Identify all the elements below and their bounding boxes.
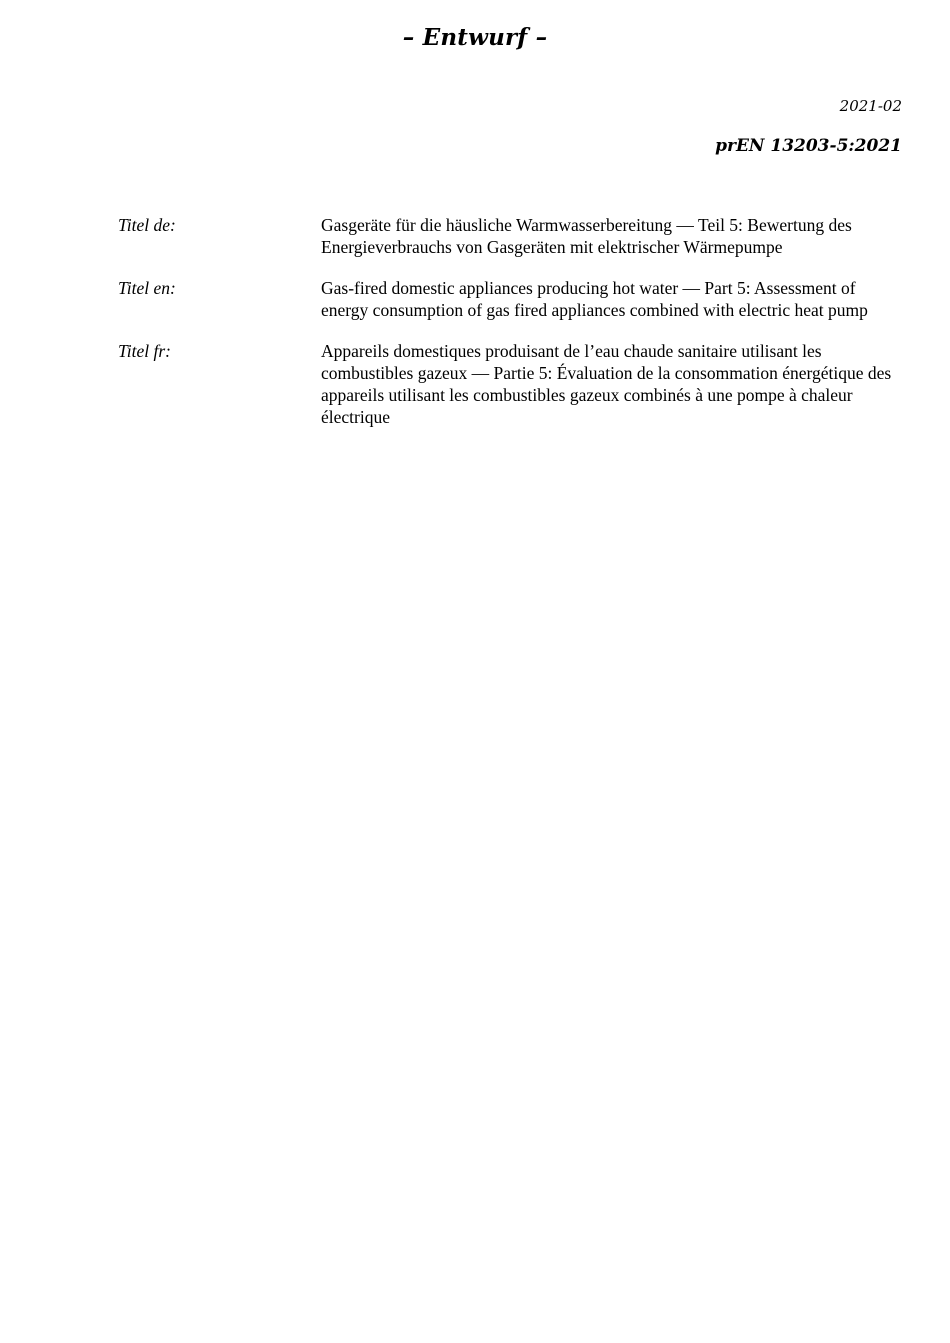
title-label-en: Titel en: bbox=[118, 278, 176, 298]
title-label-de: Titel de: bbox=[118, 215, 176, 235]
draft-mark: – Entwurf – bbox=[402, 24, 548, 51]
title-text-en: Gas-fired domestic appliances producing hot water — Part 5: Assessment of energy consumption of gas fired appliances combined with electric heat pump bbox=[321, 278, 868, 320]
title-text-de: Gasgeräte für die häusliche Warmwasserbereitung — Teil 5: Bewertung des Energieverbrauchs von Gasgeräten mit elektrischer Wärmepumpe bbox=[321, 215, 852, 257]
titles-section bbox=[118, 214, 904, 447]
document-number: prEN 13203-5:2021 bbox=[715, 136, 902, 156]
title-row-de bbox=[118, 214, 904, 258]
document-date: 2021-02 bbox=[839, 97, 902, 115]
title-text-fr: Appareils domestiques produisant de l’eau chaude sanitaire utilisant les combustibles gazeux — Partie 5: Évaluation de la consommation énergétique des appareils utilisant les combustibles gazeux combinés à une pompe à chaleur électrique bbox=[321, 341, 892, 427]
title-row-en bbox=[118, 277, 904, 321]
title-label-fr: Titel fr: bbox=[118, 341, 171, 361]
title-row-fr bbox=[118, 340, 904, 428]
